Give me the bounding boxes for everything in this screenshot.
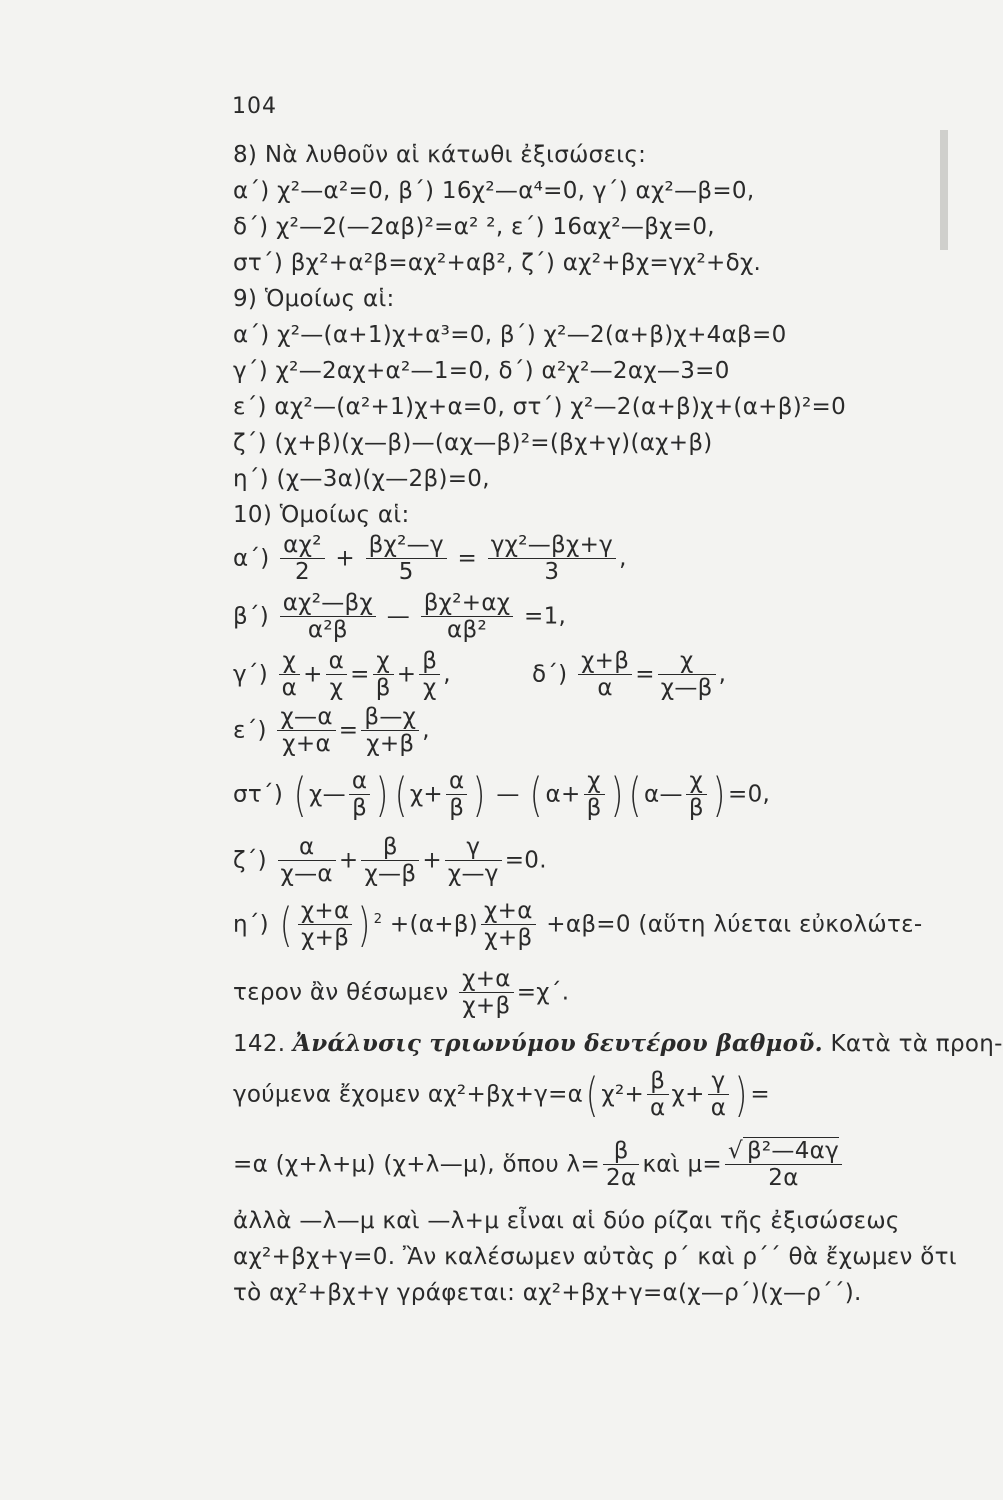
page-number: 104 (232, 94, 277, 119)
exercise-9-line-3: ε΄) αχ²—(α²+1)χ+α=0, στ΄) χ²—2(α+β)χ+(α+β)²=0 (233, 394, 847, 420)
section-142-line-3: =α (χ+λ+μ) (χ+λ—μ), ὅπου λ= $\frac{\beta}{2\alpha}$ καὶ μ= $\frac{\text{√ β²—4αγ}}{2\alpha}$ (233, 1138, 845, 1192)
exercise-9-line-1: α΄) χ²—(α+1)χ+α³=0, β΄) χ²—2(α+β)χ+4αβ=0 (233, 322, 787, 348)
eq-10h: η΄) ( $\frac{\chi+\alpha}{\chi+\beta}$ ) $^2$ +(α+β) $\frac{\chi+\alpha}{\chi+\beta}$ +αβ=0 (αὕτη λύεται εὐκολώτε- (233, 897, 923, 952)
eq-10b: β΄) $\frac{\text{αχ²—βχ}}{\text{α²β}}$ — $\frac{\text{βχ²+αχ}}{\text{αβ²}}$ =1, (233, 590, 567, 644)
section-142-line-6: τὸ αχ²+βχ+γ γράφεται: αχ²+βχ+γ=α(χ—ρ΄)(χ—ρ΄΄). (233, 1280, 862, 1306)
section-142-heading: 142. Ἀνάλυσις τριωνύμου δευτέρου βαθμοῦ. Κατὰ τὰ προη- (233, 1030, 1003, 1057)
eq-10z: ζ΄) $\frac{\alpha}{\chi—\alpha}$ + $\frac{\beta}{\chi—\beta}$ + $\frac{\gamma}{\chi—\gamma}$ =0. (233, 834, 547, 888)
adjacent-page-edge (940, 130, 948, 250)
section-142-title: Ἀνάλυσις τριωνύμου δευτέρου βαθμοῦ. (293, 1030, 823, 1057)
eq-10e: ε΄) $\frac{\chi—\alpha}{\chi+\alpha}$ = $\frac{\beta—\chi}{\chi+\beta}$ , (233, 704, 430, 758)
exercise-8-heading: 8) Νὰ λυθοῦν αἱ κάτωθι ἐξισώσεις: (233, 142, 647, 168)
eq-10st: στ΄) ( χ— $\frac{\alpha}{\beta}$ ) ( χ+ $\frac{\alpha}{\beta}$ ) — ( α+ $\frac{\chi}{\beta}$ ) ( α— $\frac{\chi}{\beta}$ ) =0, (233, 767, 771, 822)
eq-10c: γ΄) $\frac{\chi}{\alpha}$ + $\frac{\alpha}{\chi}$ = $\frac{\chi}{\beta}$ + $\frac{\beta}{\chi}$ , (233, 648, 451, 702)
exercise-9-line-4: ζ΄) (χ+β)(χ—β)—(αχ—β)²=(βχ+γ)(αχ+β) (233, 430, 713, 456)
substitution-line: τερον ἂν θέσωμεν $\frac{\chi+\alpha}{\chi+\beta}$ =χ΄. (233, 966, 570, 1020)
exercise-8-line-2: δ΄) χ²—2(—2αβ)²=α² ², ε΄) 16αχ²—βχ=0, (233, 214, 715, 240)
exercise-8-line-1: α΄) χ²—α²=0, β΄) 16χ²—α⁴=0, γ΄) αχ²—β=0, (233, 178, 755, 204)
exercise-9-line-2: γ΄) χ²—2αχ+α²—1=0, δ΄) α²χ²—2αχ—3=0 (233, 358, 730, 384)
section-142-line-2: γούμενα ἔχομεν αχ²+βχ+γ=α( χ²+ $\frac{\beta}{\alpha}$ χ+ $\frac{\gamma}{\alpha}$ ) = (233, 1067, 770, 1122)
eq-10a: α΄) $\frac{\text{αχ²}}{2}$ + $\frac{\text{βχ²—γ}}{5}$ = $\frac{\text{γχ²—βχ+γ}}{3}$ , (233, 532, 627, 586)
exercise-8-line-3: στ΄) βχ²+α²β=αχ²+αβ², ζ΄) αχ²+βχ=γχ²+δχ. (233, 250, 762, 276)
exercise-9-line-5: η΄) (χ—3α)(χ—2β)=0, (233, 466, 490, 492)
section-142-line-4: ἀλλὰ —λ—μ καὶ —λ+μ εἶναι αἱ δύο ρίζαι τῆς ἐξισώσεως (233, 1208, 900, 1234)
exercise-9-heading: 9) Ὁμοίως αἱ: (233, 286, 395, 312)
exercise-10-heading: 10) Ὁμοίως αἱ: (233, 502, 410, 528)
eq-10d: δ΄) $\frac{\chi+\beta}{\alpha}$ = $\frac{\chi}{\chi—\beta}$ , (532, 648, 727, 702)
section-142-line-5: αχ²+βχ+γ=0. Ἂν καλέσωμεν αὐτὰς ρ΄ καὶ ρ΄΄ θὰ ἔχωμεν ὅτι (233, 1244, 957, 1270)
